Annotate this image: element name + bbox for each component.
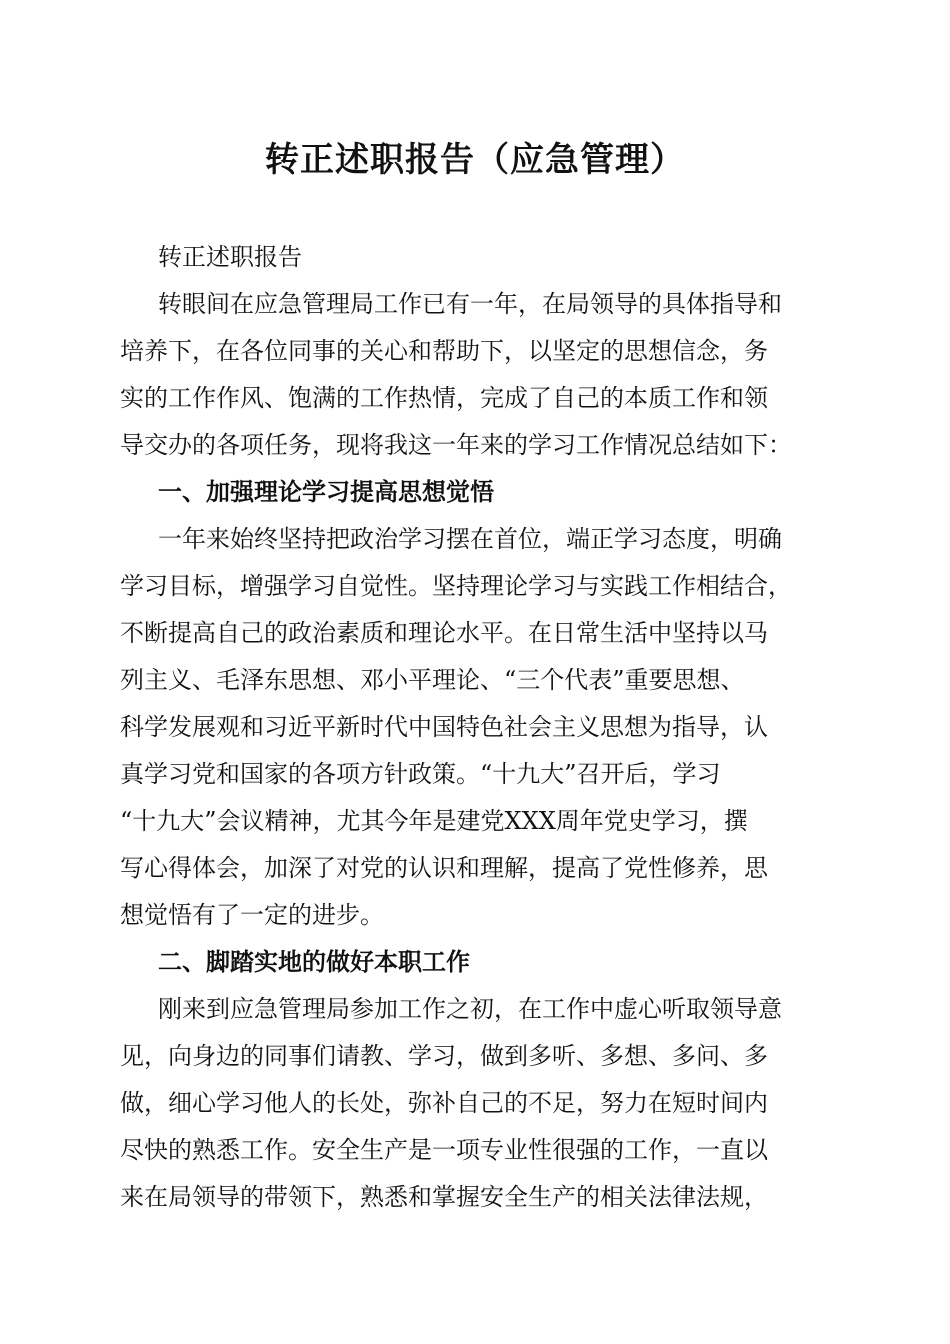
section-1-line: 不断提高自己的政治素质和理论水平。在日常生活中坚持以马 <box>120 619 768 647</box>
section-1-line: 真学习党和国家的各项方针政策。“十九大”召开后，学习 <box>120 760 721 788</box>
section-1-line: 科学发展观和习近平新时代中国特色社会主义思想为指导，认 <box>120 713 768 741</box>
section-1-line: 列主义、毛泽东思想、邓小平理论、“三个代表”重要思想、 <box>120 666 745 694</box>
intro-line: 培养下，在各位同事的关心和帮助下，以坚定的思想信念，务 <box>120 337 768 365</box>
section-1-line: “十九大”会议精神，尤其今年是建党XXX周年党史学习，撰 <box>120 807 748 835</box>
section-1-line: 一年来始终坚持把政治学习摆在首位，端正学习态度，明确 <box>158 525 782 553</box>
section-heading-1: 一、加强理论学习提高思想觉悟 <box>158 478 494 506</box>
section-2-line: 尽快的熟悉工作。安全生产是一项专业性很强的工作，一直以 <box>120 1136 768 1164</box>
section-heading-2: 二、脚踏实地的做好本职工作 <box>158 948 470 976</box>
section-2-line: 来在局领导的带领下，熟悉和掌握安全生产的相关法律法规， <box>120 1183 768 1211</box>
intro-line: 导交办的各项任务，现将我这一年来的学习工作情况总结如下： <box>120 431 792 459</box>
intro-line: 转眼间在应急管理局工作已有一年，在局领导的具体指导和 <box>158 290 782 318</box>
section-1-line: 学习目标，增强学习自觉性。坚持理论学习与实践工作相结合， <box>120 572 792 600</box>
section-2-line: 刚来到应急管理局参加工作之初，在工作中虚心听取领导意 <box>158 995 782 1023</box>
section-2-line: 做，细心学习他人的长处，弥补自己的不足，努力在短时间内 <box>120 1089 768 1117</box>
document-title: 转正述职报告（应急管理） <box>265 140 685 180</box>
intro-line: 实的工作作风、饱满的工作热情，完成了自己的本质工作和领 <box>120 384 768 412</box>
section-1-line: 写心得体会，加深了对党的认识和理解，提高了党性修养，思 <box>120 854 768 882</box>
section-2-line: 见，向身边的同事们请教、学习，做到多听、多想、多问、多 <box>120 1042 768 1070</box>
section-1-line: 想觉悟有了一定的进步。 <box>120 901 384 929</box>
document-subtitle: 转正述职报告 <box>158 243 302 271</box>
